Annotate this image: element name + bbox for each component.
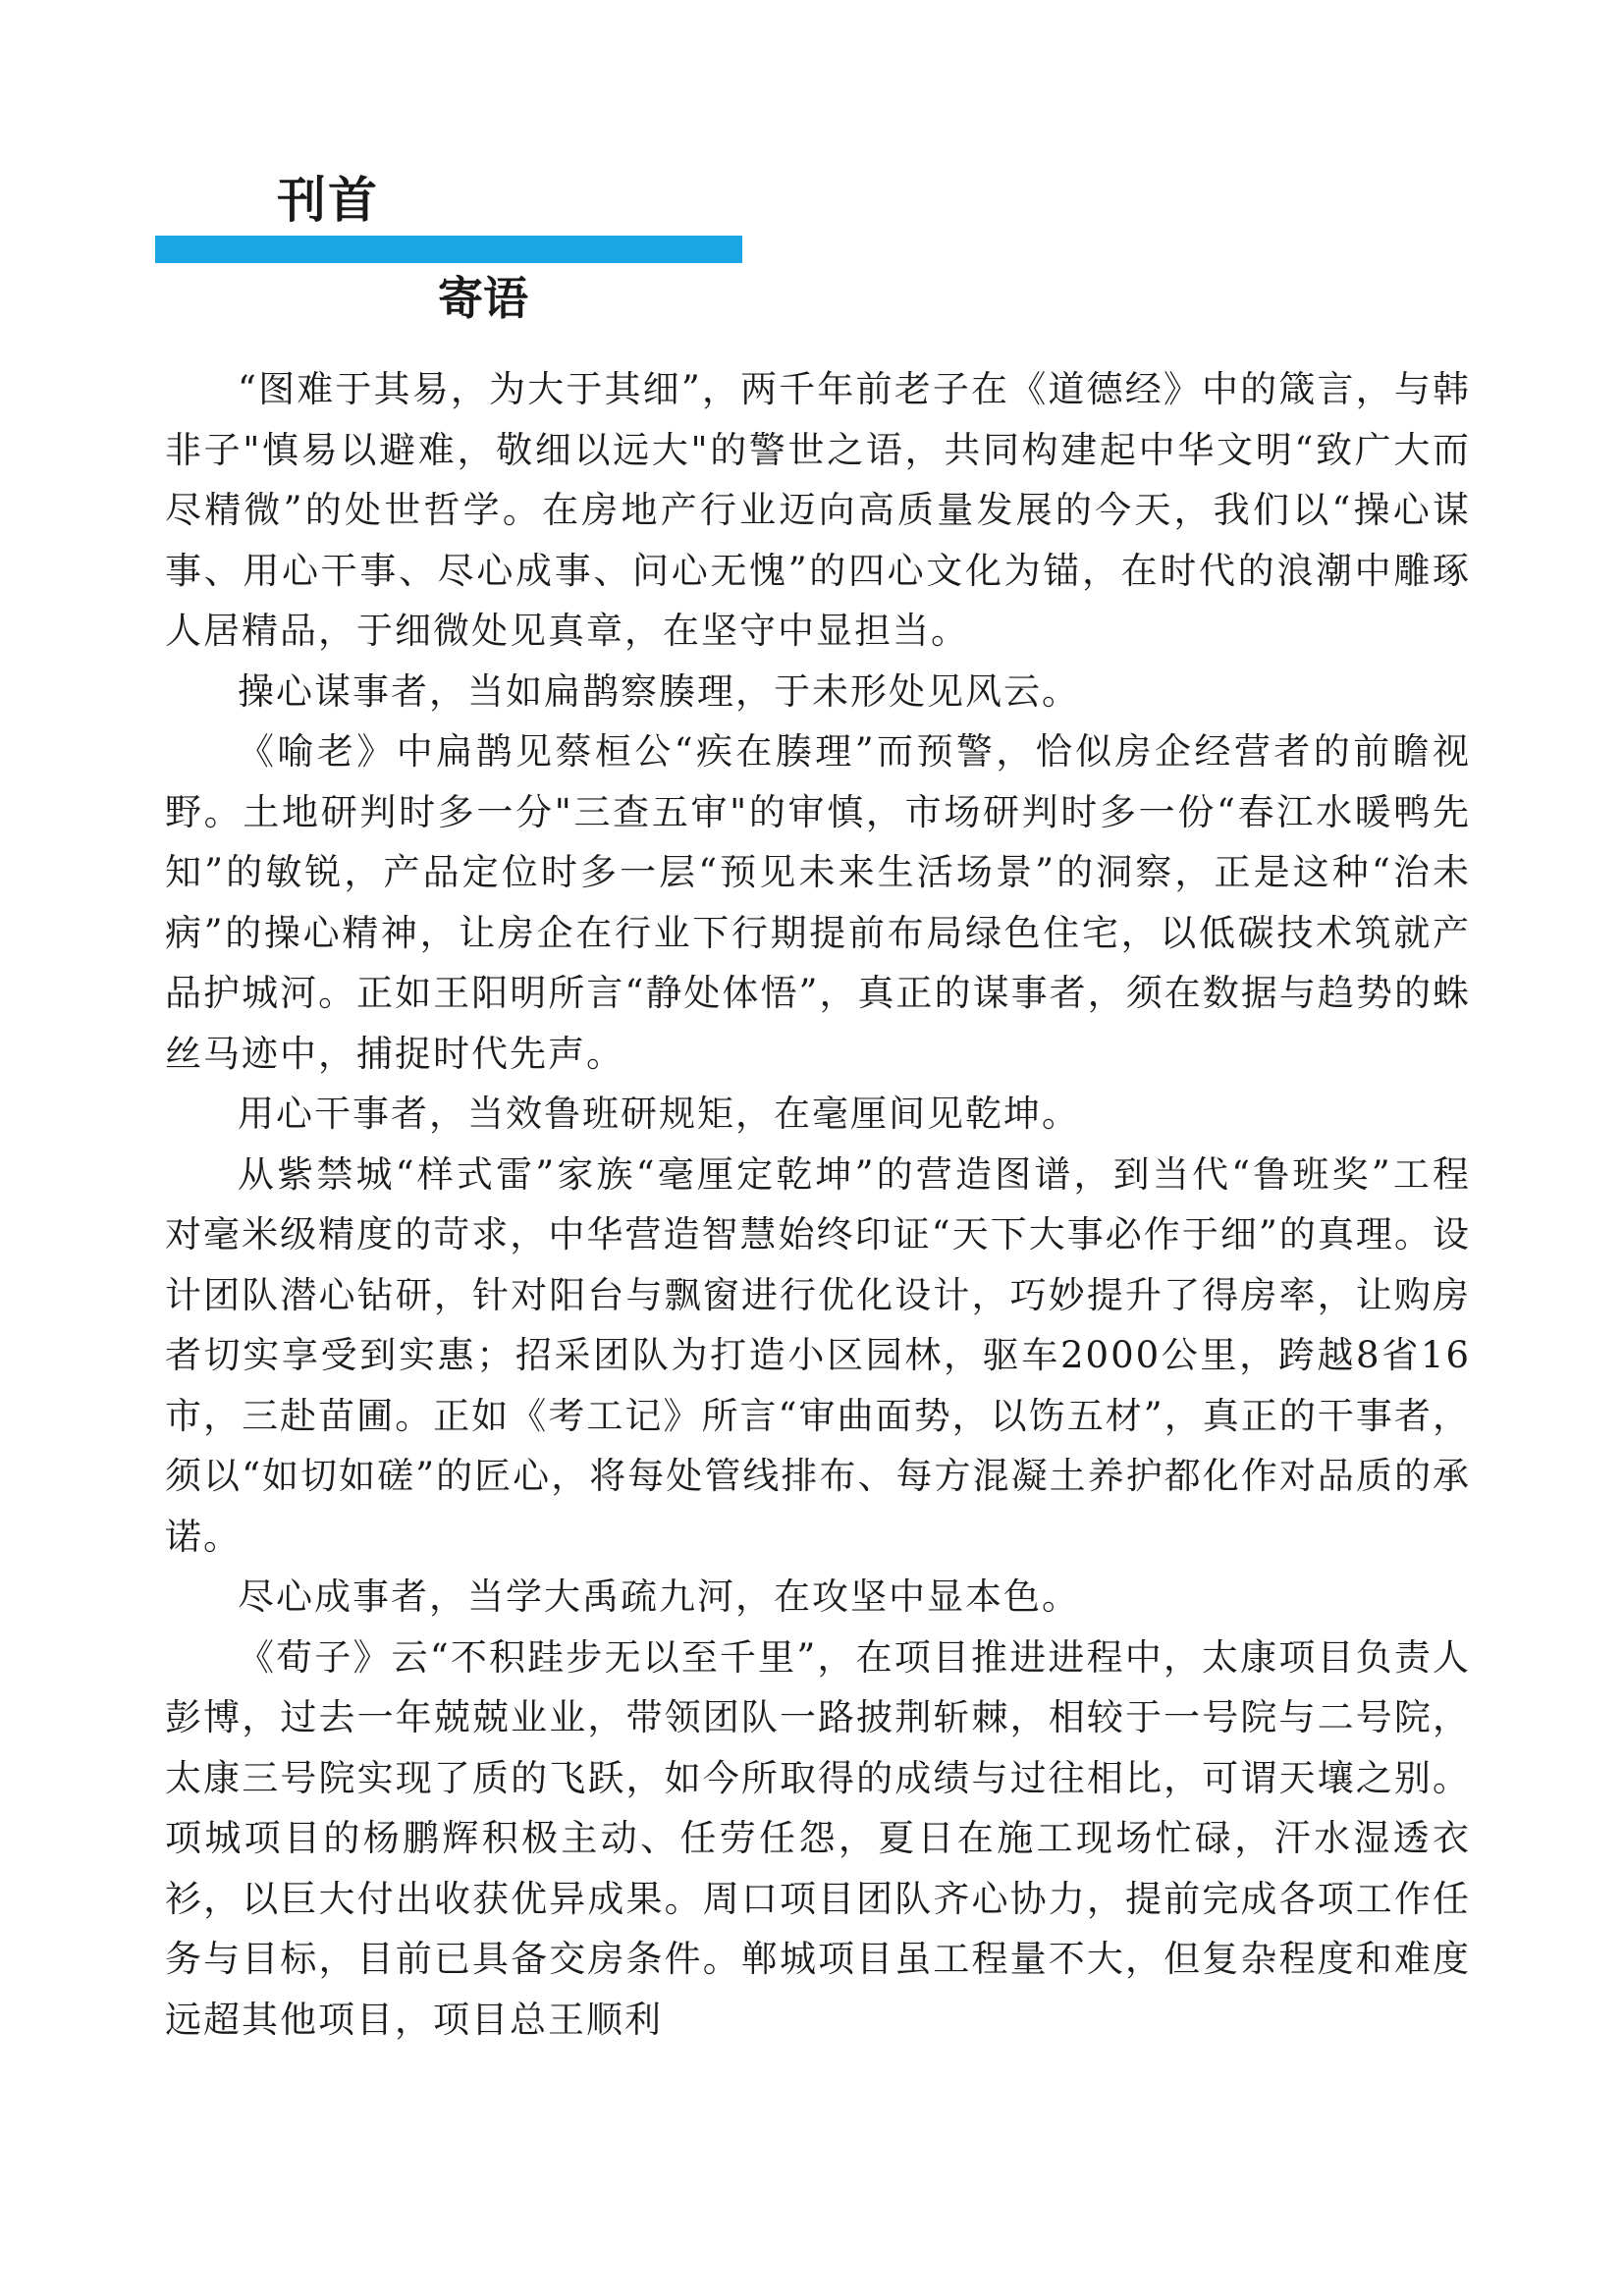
section-accent-bar — [155, 236, 742, 263]
paragraph-4: 用心干事者，当效鲁班研规矩，在毫厘间见乾坤。 — [238, 1093, 1080, 1135]
paragraph-1: “图难于其易，为大于其细”，两千年前老子在《道德经》中的箴言，与韩非子"慎易以避难，敬细以远大"的警世之语，共同构建起中华文明“致广大而尽精微”的处世哲学。在房地产行业迈向高质量发展的今天，我们以“操心谋事、用心干事、尽心成事、问心无愧”的四心文化为锚，在时代的浪潮中雕琢人居精品，于细微处见真章，在坚守中显担当。 — [165, 368, 1471, 652]
section-label: 刊首 — [277, 172, 379, 229]
paragraph-6: 尽心成事者，当学大禹疏九河，在攻坚中显本色。 — [238, 1575, 1080, 1618]
article-body — [165, 359, 1471, 2050]
paragraph-5: 从紫禁城“样式雷”家族“毫厘定乾坤”的营造图谱，到当代“鲁班奖”工程对毫米级精度的苛求，中华营造智慧始终印证“天下大事必作于细”的真理。设计团队潜心钻研，针对阳台与飘窗进行优化设计，巧妙提升了得房率，让购房者切实享受到实惠；招采团队为打造小区园林，驱车2000公里，跨越8省16市，三赴苗圃。正如《考工记》所言“审曲面势，以饬五材”，真正的干事者，须以“如切如磋”的匠心，将每处管线排布、每方混凝土养护都化作对品质的承诺。 — [165, 1152, 1471, 1558]
paragraph-7: 《荀子》云“不积跬步无以至千里”，在项目推进进程中，太康项目负责人彭博，过去一年兢兢业业，带领团队一路披荆斩棘，相较于一号院与二号院，太康三号院实现了质的飞跃，如今所取得的成绩与过往相比，可谓天壤之别。项城项目的杨鹏辉积极主动、任劳任怨，夏日在施工现场忙碌，汗水湿透衣衫，以巨大付出收获优异成果。周口项目团队齐心协力，提前完成各项工作任务与目标，目前已具备交房条件。郸城项目虽工程量不大，但复杂程度和难度远超其他项目，项目总王顺利 — [165, 1635, 1471, 2041]
paragraph-2: 操心谋事者，当如扁鹊察腠理，于未形处见风云。 — [238, 669, 1080, 713]
paragraph-3: 《喻老》中扁鹊见蔡桓公“疾在腠理”而预警，恰似房企经营者的前瞻视野。土地研判时多一分"三查五审"的审慎，市场研判时多一份“春江水暖鸭先知”的敏锐，产品定位时多一层“预见未来生活场景”的洞察，正是这种“治未病”的操心精神，让房企在行业下行期提前布局绿色住宅，以低碳技术筑就产品护城河。正如王阳明所言“静处体悟”，真正的谋事者，须在数据与趋势的蛛丝马迹中，捕捉时代先声。 — [165, 730, 1471, 1075]
article-title: 寄语 — [438, 272, 528, 325]
